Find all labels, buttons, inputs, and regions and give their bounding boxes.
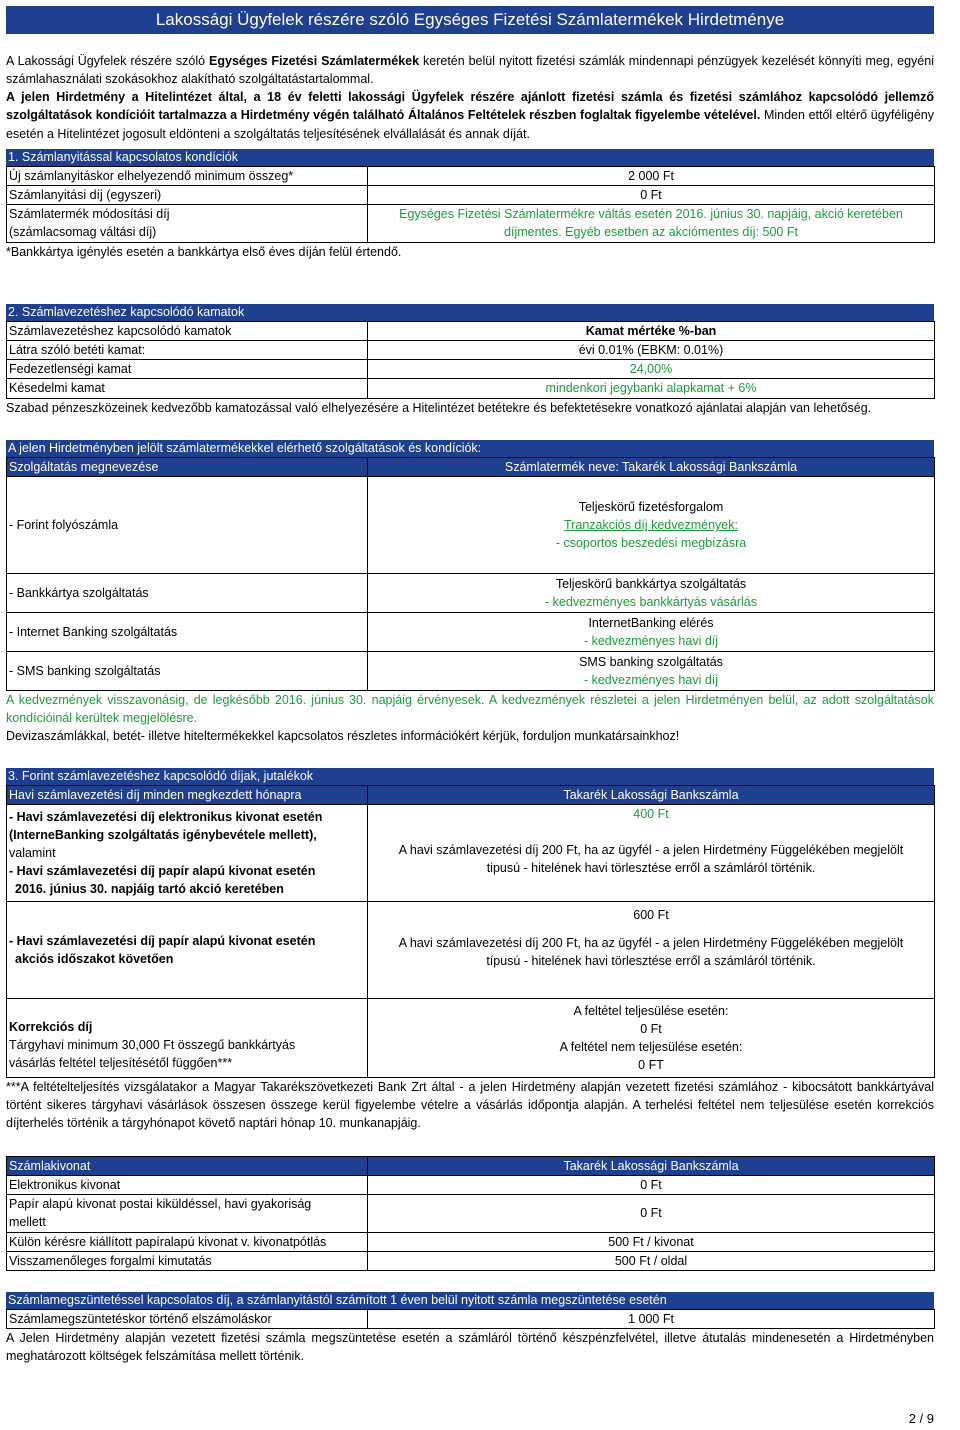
table-row: Késedelmi kamat mindenkori jegybanki alapkamat + 6% — [7, 379, 935, 398]
table-row: Számlanyitási díj (egyszeri) 0 Ft — [7, 186, 935, 205]
page-number: 2 / 9 — [908, 1411, 934, 1426]
intro — [6, 52, 934, 143]
services-section — [6, 440, 934, 746]
closing-section — [6, 1292, 934, 1365]
section-2-heading: 2. Számlavezetéshez kapcsolódó kamatok — [6, 304, 934, 321]
services-note-2: Devizaszámlákkal, betét- illetve hiteltermékekkel kapcsolatos részletes információkért kérjük, forduljon munkatársainkhoz! — [6, 729, 680, 744]
table-row: Látra szóló betéti kamat: évi 0.01% (EBKM: 0.01%) — [7, 341, 935, 360]
closing-table — [6, 1309, 935, 1329]
table-row: Új számlanyitáskor elhelyezendő minimum összeg* 2 000 Ft — [7, 167, 935, 186]
table-row: - SMS banking szolgáltatás SMS banking szolgáltatás - kedvezményes havi díj — [7, 652, 935, 691]
section-3-heading: 3. Forint számlavezetéshez kapcsolódó díjak, jutalékok — [6, 768, 934, 785]
statement-section — [6, 1156, 934, 1271]
table-row: - Havi számlavezetési díj papír alapú kivonat esetén akciós időszakot követően 600 Ft A havi számlavezetési díj 200 Ft, ha az ügyfél - a jelen Hirdetmény Függelékében megjelölt típusú - hitelének havi törlesztése erről a számláról történik. — [7, 902, 935, 999]
table-row: Papír alapú kivonat postai kiküldéssel, havi gyakoriság mellett 0 Ft — [7, 1195, 935, 1232]
section-1-note: *Bankkártya igénylés esetén a bankkártya első éves díján felül értendő. — [6, 244, 402, 259]
table-row: - Forint folyószámla Teljeskörű fizetésforgalom Tranzakciós díj kedvezmények: - csoportos beszedési megbízásra — [7, 477, 935, 574]
statement-table — [6, 1156, 935, 1271]
interest-table — [6, 321, 935, 399]
intro-paragraph-1: A Lakossági Ügyfelek részére szóló Egységes Fizetési Számlatermékek keretén belül nyitott fizetési számlák mindennapi pénzügyek kezelését könnyíti meg, egyéni számlahasználati szokásokhoz alakítható szolgáltatástartalommal. — [6, 54, 934, 87]
page-title: Lakossági Ügyfelek részére szóló Egységes Fizetési Számlatermékek Hirdetménye — [6, 6, 934, 34]
table-row: Külön kérésre kiállított papíralapú kivonat v. kivonatpótlás 500 Ft / kivonat — [7, 1232, 935, 1251]
services-heading: A jelen Hirdetményben jelölt számlatermékekkel elérhető szolgáltatások és kondíciók: — [6, 440, 934, 457]
intro-paragraph-2: A jelen Hirdetmény a Hitelintézet által, a 18 év feletti lakossági Ügyfelek részére ajánlott fizetési számla és fizetési számlához kapcsolódó jellemző szolgáltatások kondícióit tartalmazza a Hirdetmény végén található Általános Feltételek részben foglaltak figyelembe vételével. Minden ettől eltérő ügyféligény esetén a Hitelintézet jogosult eldönteni a szolgáltatás teljesítésének elvállalását és annak díját. — [6, 90, 934, 141]
section-1-heading: 1. Számlanyitással kapcsolatos kondíciók — [6, 149, 934, 166]
table-row: - Internet Banking szolgáltatás InternetBanking elérés - kedvezményes havi díj — [7, 613, 935, 652]
table-row: Korrekciós díj Tárgyhavi minimum 30,000 Ft összegű bankkártyás vásárlás feltétel teljesítésétől függően*** A feltétel teljesülése esetén: 0 Ft A feltétel nem teljesülése esetén: 0 FT — [7, 999, 935, 1078]
account-opening-table — [6, 166, 935, 243]
section-3-note: ***A feltételteljesítés vizsgálatakor a Magyar Takarékszövetkezeti Bank Zrt által - a jelen Hirdetmény alapján vezetett fizetési számlához - kibocsátott bankkártyával történt sikeres tárgyhavi vásárlások összesen összege kerül figyelembe vételre a vásárlás időpontja alapján. A terhelési feltétel nem teljesülése esetén korrekciós díjterhelés történik a tárgyhónapot követő naptári hónap 10. munkanapjáig. — [6, 1080, 934, 1131]
table-row: - Havi számlavezetési díj elektronikus kivonat esetén (InterneBanking szolgáltatás igénybevétele mellett), valamint - Havi számlavezetési díj papír alapú kivonat esetén 2016. június 30. napjáig tartó akció keretében 400 Ft A havi számlavezetési díj 200 Ft, ha az ügyfél - a jelen Hirdetmény Függelékében megjelölt tipusú - hitelének havi törlesztése erről a számláról történik. — [7, 805, 935, 902]
table-row: Visszamenőleges forgalmi kimutatás 500 Ft / oldal — [7, 1251, 935, 1270]
section-2 — [6, 304, 934, 417]
closing-heading: Számlamegszüntetéssel kapcsolatos díj, a számlanyitástól számított 1 éven belül nyitott számla megszüntetése esetén — [6, 1292, 934, 1309]
section-3 — [6, 768, 934, 1133]
services-note-1: A kedvezmények visszavonásig, de legkésőbb 2016. június 30. napjáig érvényesek. A kedvezmények részletei a jelen Hirdetményen belül, az adott szolgáltatások kondícióinál kerültek megjelölésre. — [6, 693, 934, 726]
table-row: Számlamegszüntetéskor történő elszámoláskor 1 000 Ft — [7, 1310, 935, 1329]
table-row: Számlakivonat Takarék Lakossági Bankszámla — [7, 1157, 935, 1176]
table-row: Havi számlavezetési díj minden megkezdett hónapra Takarék Lakossági Bankszámla — [7, 786, 935, 805]
table-row: Számlavezetéshez kapcsolódó kamatok Kamat mértéke %-ban — [7, 322, 935, 341]
section-2-note: Szabad pénzeszközeinek kedvezőbb kamatozással való elhelyezésére a Hitelintézet betétekre és befektetésekre vonatkozó ajánlatai alapján van lehetőség. — [6, 400, 872, 415]
table-row: Elektronikus kivonat 0 Ft — [7, 1176, 935, 1195]
table-row: Számlatermék módosítási díj (számlacsomag váltási díj) Egységes Fizetési Számlatermékre váltás esetén 2016. június 30. napjáig, akció keretében díjmentes. Egyéb esetben az akciómentes díj: 500 Ft — [7, 205, 935, 242]
section-1 — [6, 149, 934, 261]
table-row: - Bankkártya szolgáltatás Teljeskörű bankkártya szolgáltatás - kedvezményes bankkártyás vásárlás — [7, 574, 935, 613]
services-table — [6, 457, 935, 691]
table-row: Fedezetlenségi kamat 24,00% — [7, 360, 935, 379]
table-row: Szolgáltatás megnevezése Számlatermék neve: Takarék Lakossági Bankszámla — [7, 458, 935, 477]
fees-table — [6, 785, 935, 1078]
closing-note: A Jelen Hirdetmény alapján vezetett fizetési számla megszüntetése esetén a számláról történő készpénzfelvétel, illetve átutalás mindenesetén a Hirdetményben meghatározott költségek felszámítása mellett történik. — [6, 1331, 934, 1364]
